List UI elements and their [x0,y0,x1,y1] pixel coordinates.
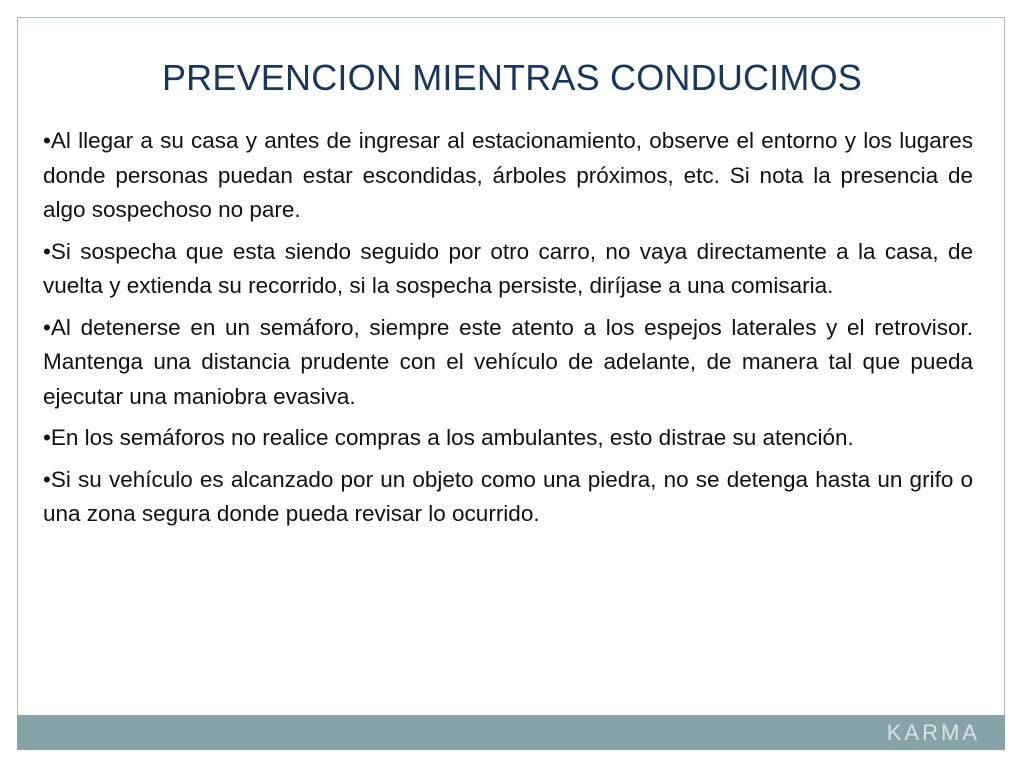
bullet-text: Si sospecha que esta siendo seguido por otro carro, no vaya directamente a la casa, de vuelta y extienda su recorrido, si la sospecha persiste, diríjase a una comisaria. [43,238,973,298]
bullet-text: Al llegar a su casa y antes de ingresar al estacionamiento, observe el entorno y los lugares donde personas puedan estar escondidas, árboles próximos, etc. Si nota la presencia de algo sospechoso no pare. [43,128,973,222]
bullet-marker: • [43,238,51,264]
bullet-text: Al detenerse en un semáforo, siempre este atento a los espejos laterales y el retrovisor. Mantenga una distancia prudente con el vehículo de adelante, de manera tal que pueda ejecutar una maniobra evasiva. [43,314,973,409]
bullet-marker: • [43,314,51,340]
footer-bar [17,715,1005,750]
bullet-text: Si su vehículo es alcanzado por un objeto como una piedra, no se detenga hasta un grifo o una zona segura donde pueda revisar lo ocurrido. [43,466,973,526]
bullet-item [43,235,973,304]
bullet-text: En los semáforos no realice compras a los ambulantes, esto distrae su atención. [50,425,854,450]
bullet-marker: • [43,466,51,492]
bullet-item [43,421,973,456]
bullet-marker: • [43,128,51,153]
bullet-marker: • [43,425,51,450]
bullet-item [43,311,973,415]
footer-brand: KARMA [886,720,980,745]
slide-title: PREVENCION MIENTRAS CONDUCIMOS [161,57,863,98]
bullet-item [43,124,973,228]
bullet-item [43,463,973,532]
bullet-list [43,124,973,539]
